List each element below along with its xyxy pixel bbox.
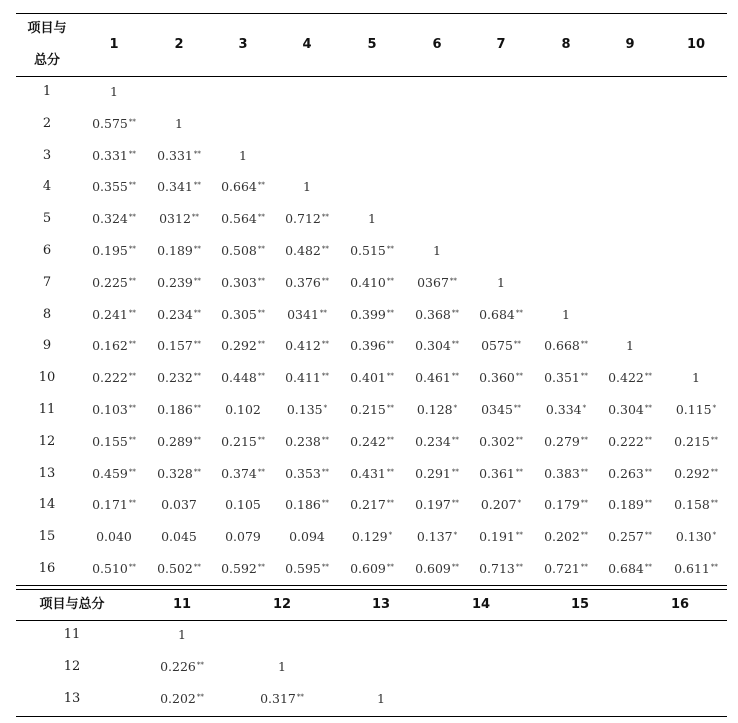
table-cell: 0.609** [415,561,459,576]
column-header: 14 [471,597,491,612]
column-header: 4 [302,37,312,52]
table-cell: 0.515** [350,243,394,258]
table-cell: 0.189** [608,497,652,513]
table-cell: 0.128* [416,402,458,417]
table-cell: 0.668** [544,338,588,354]
column-header: 16 [670,597,690,612]
row-label: 15 [38,529,56,545]
table-cell: 0.292** [221,338,265,354]
row-label: 6 [42,243,52,258]
table-cell: 0.135* [286,402,328,417]
table-cell: 0.215** [674,433,718,449]
column-header: 9 [625,37,635,52]
column-header: 13 [371,597,391,612]
corner-label: 项目与 [27,21,67,36]
table-cell: 0.422** [608,370,652,386]
row-label: 3 [42,147,52,163]
table-cell: 0.399** [350,306,394,322]
column-header: 6 [432,37,442,52]
table-cell: 1 [692,370,700,386]
table-cell: 0.197** [415,497,459,513]
table-cell: 0.713** [479,561,523,576]
table-cell: 0.510** [92,561,136,576]
table-cell: 0.232** [157,370,201,386]
row-label: 5 [42,211,52,227]
table-cell: 1 [626,338,634,354]
column-header: 11 [172,597,192,612]
table-cell: 0.238** [285,433,329,449]
table-cell: 0.410** [350,274,394,290]
table-cell: 0.045 [161,529,197,545]
column-header: 5 [367,37,377,52]
table-cell: 0.257** [608,529,652,545]
table-cell: 0.094 [289,529,325,545]
table-cell: 0.482** [285,243,329,258]
table-cell: 0.317** [260,691,304,706]
table-cell: 0.502** [157,561,201,576]
table-cell: 0.459** [92,465,136,481]
table-cell: 0.374** [221,465,265,481]
row-label: 11 [63,627,81,642]
table-cell: 0.564** [221,211,265,227]
column-header: 2 [174,37,184,52]
table-cell: 0.079 [225,529,261,545]
table-cell: 0.609** [350,561,394,576]
table-cell: 0.341** [157,179,201,195]
row-label: 9 [42,338,52,354]
row-label: 11 [38,402,56,417]
table-cell: 1 [175,115,183,131]
table-cell: 1 [377,691,385,706]
table-cell: 0.595** [285,561,329,576]
table-cell: 1 [562,306,570,322]
table-cell: 0.368** [415,306,459,322]
table-cell: 1 [433,243,441,258]
table-cell: 0.353** [285,465,329,481]
table-cell: 0.575** [92,115,136,131]
table-cell: 0.324** [92,211,136,227]
table-cell: 0.226** [160,659,204,674]
table-cell: 0.103** [92,402,136,417]
table-cell: 0.179** [544,497,588,513]
table-cell: 0.331** [92,147,136,163]
table-cell: 1 [368,211,376,227]
row-label: 1 [42,84,52,99]
table-cell: 0.508** [221,243,265,258]
table-cell: 0.115* [675,402,717,417]
column-header: 3 [238,37,248,52]
table-cell: 0.222** [92,370,136,386]
table-cell: 0.684** [608,561,652,576]
table-cell: 0312** [159,211,199,227]
table-cell: 1 [110,84,118,99]
row-label: 7 [42,274,52,290]
table-cell: 0.401** [350,370,394,386]
table-cell: 0.448** [221,370,265,386]
table-cell: 0.037 [161,497,197,513]
row-label: 12 [38,433,56,449]
table-cell: 0.351** [544,370,588,386]
table-cell: 0.396** [350,338,394,354]
table-cell: 1 [239,147,247,163]
table-cell: 0.040 [96,529,132,545]
table-cell: 1 [497,274,505,290]
table-cell: 0.217** [350,497,394,513]
table-cell: 0.129* [351,529,393,545]
table2-header-rule [16,620,727,621]
table-cell: 0.157** [157,338,201,354]
table-cell: 0.331** [157,147,201,163]
table-cell: 0575** [481,338,521,354]
table-cell: 0.215** [350,402,394,417]
row-label: 13 [63,691,81,706]
double-rule-lower [16,589,727,590]
table-cell: 0.664** [221,179,265,195]
row-label: 16 [38,561,56,576]
table-cell: 1 [178,627,186,642]
table-cell: 0.242** [350,433,394,449]
table-cell: 0.304** [608,402,652,417]
table-cell: 0.155** [92,433,136,449]
table-cell: 0.721** [544,561,588,576]
header-rule [16,76,727,77]
table-cell: 0.130* [675,529,717,545]
table-cell: 0.361** [479,465,523,481]
table-cell: 0.383** [544,465,588,481]
table-cell: 0.334* [545,402,587,417]
table-cell: 0.263** [608,465,652,481]
double-rule-upper [16,585,727,586]
table-cell: 0341** [287,306,327,322]
table-cell: 0.712** [285,211,329,227]
row-label: 10 [38,370,56,386]
table-cell: 0.207* [480,497,522,513]
table-cell: 0.234** [157,306,201,322]
row-label: 12 [63,659,81,674]
table-cell: 0.292** [674,465,718,481]
table-cell: 0.186** [285,497,329,513]
table-cell: 0.137* [416,529,458,545]
table-cell: 0.195** [92,243,136,258]
table-cell: 0.360** [479,370,523,386]
table-cell: 0.158** [674,497,718,513]
table-cell: 0.684** [479,306,523,322]
row-label: 13 [38,465,56,481]
table-cell: 0.431** [350,465,394,481]
table-cell: 0.189** [157,243,201,258]
table-cell: 0.304** [415,338,459,354]
bottom-rule [16,716,727,717]
column-header: 7 [496,37,506,52]
table-cell: 0.279** [544,433,588,449]
table-cell: 0.222** [608,433,652,449]
column-header: 10 [686,37,706,52]
column-header: 1 [109,37,119,52]
table-cell: 0.461** [415,370,459,386]
table-cell: 1 [303,179,311,195]
table-cell: 0.102 [225,402,261,417]
table-cell: 0.105 [225,497,261,513]
table-cell: 0.202** [544,529,588,545]
table-cell: 0.302** [479,433,523,449]
table-cell: 0.191** [479,529,523,545]
column-header: 15 [570,597,590,612]
table-cell: 0.241** [92,306,136,322]
row-label: 14 [38,497,56,513]
table-cell: 0.328** [157,465,201,481]
table-cell: 1 [278,659,286,674]
table-cell: 0.355** [92,179,136,195]
corner-label: 总分 [33,53,61,68]
table-cell: 0.412** [285,338,329,354]
table-cell: 0.186** [157,402,201,417]
top-rule [16,13,727,14]
row-label: 8 [42,306,52,322]
table-cell: 0.234** [415,433,459,449]
table-cell: 0.592** [221,561,265,576]
table-cell: 0367** [417,274,457,290]
table-cell: 0.376** [285,274,329,290]
table-cell: 0345** [481,402,521,417]
row-label: 4 [42,179,52,195]
table-cell: 0.171** [92,497,136,513]
table-cell: 0.162** [92,338,136,354]
table-cell: 0.239** [157,274,201,290]
table-cell: 0.305** [221,306,265,322]
table-cell: 0.411** [285,370,329,386]
column-header: 12 [272,597,292,612]
table-cell: 0.303** [221,274,265,290]
table-cell: 0.225** [92,274,136,290]
table-cell: 0.289** [157,433,201,449]
table-cell: 0.291** [415,465,459,481]
corner-label: 项目与总分 [39,597,105,612]
table-cell: 0.215** [221,433,265,449]
column-header: 8 [561,37,571,52]
row-label: 2 [42,115,52,131]
table-cell: 0.202** [160,691,204,706]
table-cell: 0.611** [674,561,718,576]
